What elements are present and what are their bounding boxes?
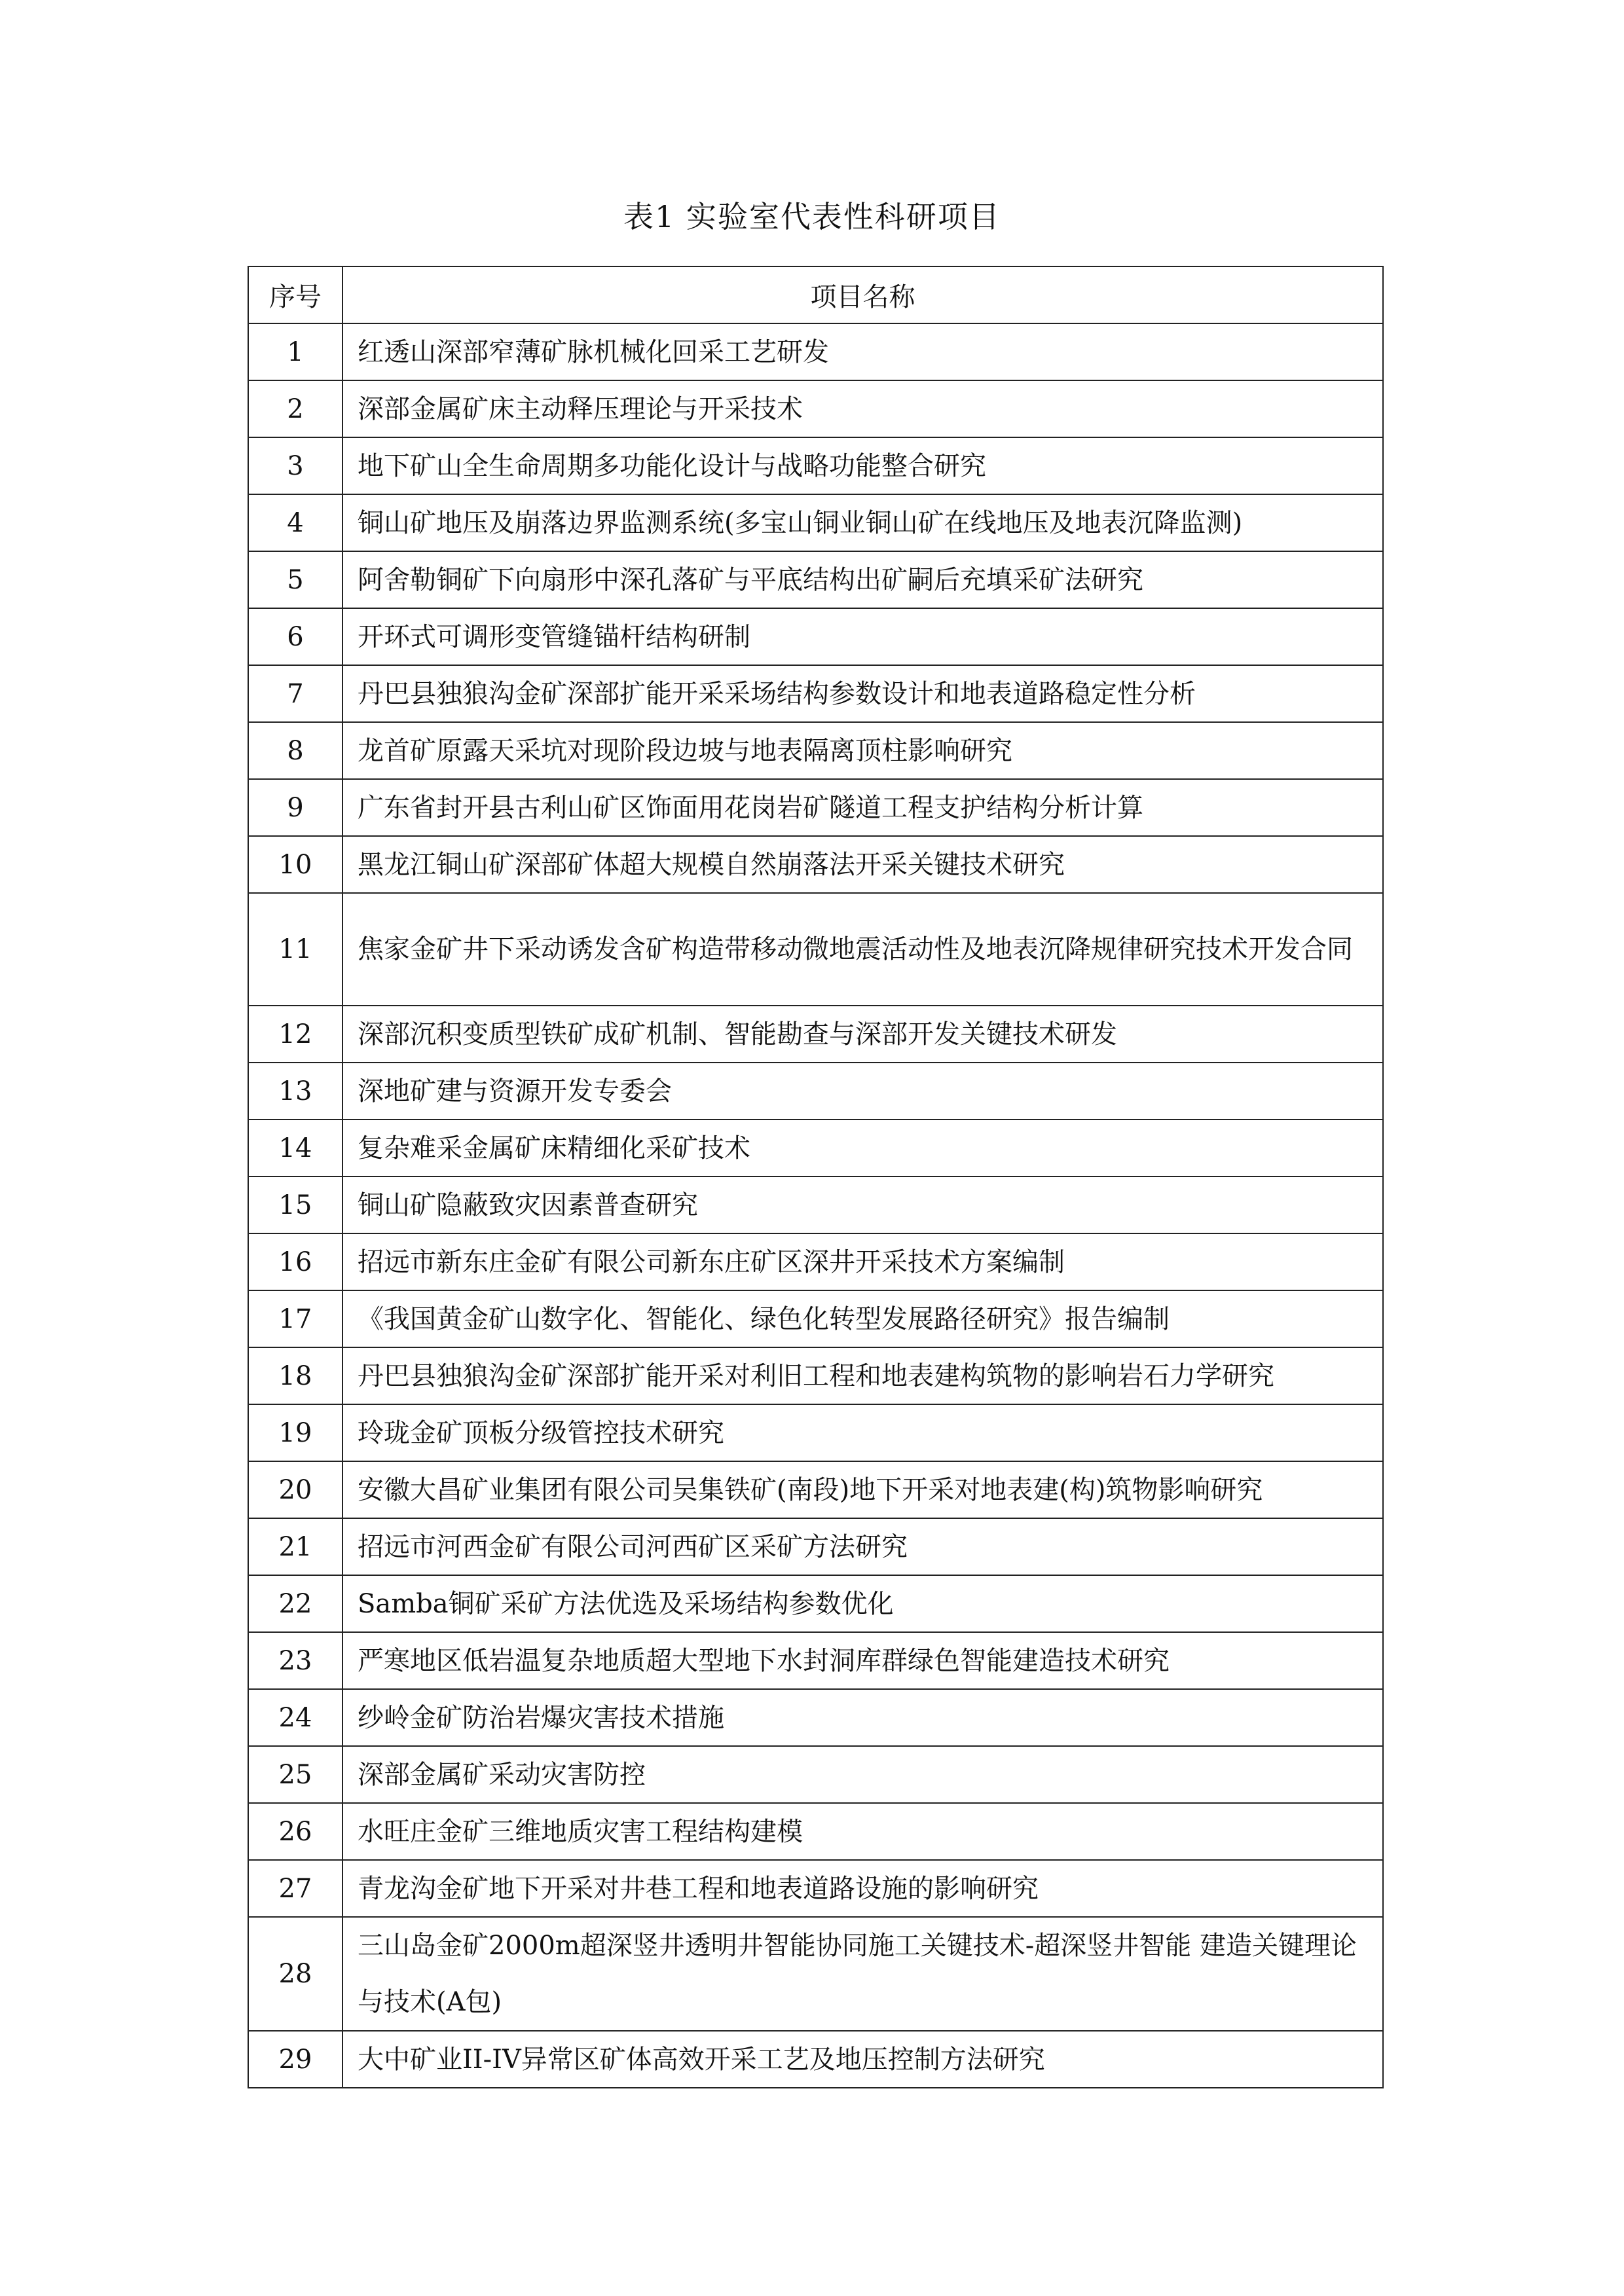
project-name-cell: 广东省封开县古利山矿区饰面用花岗岩矿隧道工程支护结构分析计算 <box>342 779 1383 836</box>
project-name-cell: 阿舍勒铜矿下向扇形中深孔落矿与平底结构出矿嗣后充填采矿法研究 <box>342 551 1383 608</box>
serial-number-cell: 13 <box>248 1063 342 1120</box>
project-name-cell: 严寒地区低岩温复杂地质超大型地下水封洞库群绿色智能建造技术研究 <box>342 1632 1383 1689</box>
table-row <box>248 494 1383 551</box>
table-row <box>248 1176 1383 1233</box>
table-row <box>248 1575 1383 1632</box>
serial-number-cell: 2 <box>248 380 342 437</box>
table-row <box>248 1803 1383 1860</box>
project-name-cell: 招远市河西金矿有限公司河西矿区采矿方法研究 <box>342 1518 1383 1575</box>
project-name-cell: 纱岭金矿防治岩爆灾害技术措施 <box>342 1689 1383 1746</box>
project-name-cell: 黑龙江铜山矿深部矿体超大规模自然崩落法开采关键技术研究 <box>342 836 1383 893</box>
project-name-cell: 焦家金矿井下采动诱发含矿构造带移动微地震活动性及地表沉降规律研究技术开发合同 <box>342 893 1383 1006</box>
serial-number-cell: 14 <box>248 1120 342 1176</box>
serial-number-cell: 3 <box>248 437 342 494</box>
table-row <box>248 1233 1383 1290</box>
serial-number-cell: 25 <box>248 1746 342 1803</box>
table-row <box>248 722 1383 779</box>
table-row <box>248 1860 1383 1917</box>
serial-number-cell: 11 <box>248 893 342 1006</box>
table-row <box>248 1120 1383 1176</box>
serial-number-cell: 20 <box>248 1461 342 1518</box>
serial-number-cell: 16 <box>248 1233 342 1290</box>
project-name-cell: 地下矿山全生命周期多功能化设计与战略功能整合研究 <box>342 437 1383 494</box>
table-row <box>248 1917 1383 2031</box>
serial-number-cell: 24 <box>248 1689 342 1746</box>
project-name-cell: 青龙沟金矿地下开采对井巷工程和地表道路设施的影响研究 <box>342 1860 1383 1917</box>
table-row <box>248 1006 1383 1063</box>
table-row <box>248 1347 1383 1404</box>
serial-number-cell: 15 <box>248 1176 342 1233</box>
project-name-cell: 安徽大昌矿业集团有限公司吴集铁矿(南段)地下开采对地表建(构)筑物影响研究 <box>342 1461 1383 1518</box>
project-name-cell: 深部金属矿采动灾害防控 <box>342 1746 1383 1803</box>
serial-number-cell: 26 <box>248 1803 342 1860</box>
project-name-cell: 丹巴县独狼沟金矿深部扩能开采对利旧工程和地表建构筑物的影响岩石力学研究 <box>342 1347 1383 1404</box>
table-row <box>248 1461 1383 1518</box>
table-row <box>248 1632 1383 1689</box>
serial-number-cell: 22 <box>248 1575 342 1632</box>
project-name-cell: Samba铜矿采矿方法优选及采场结构参数优化 <box>342 1575 1383 1632</box>
serial-number-cell: 6 <box>248 608 342 665</box>
project-table <box>248 266 1384 2088</box>
project-name-cell: 铜山矿隐蔽致灾因素普查研究 <box>342 1176 1383 1233</box>
table-row <box>248 608 1383 665</box>
table-row <box>248 1746 1383 1803</box>
project-name-cell: 深部金属矿床主动释压理论与开采技术 <box>342 380 1383 437</box>
serial-number-cell: 10 <box>248 836 342 893</box>
serial-number-cell: 27 <box>248 1860 342 1917</box>
serial-number-cell: 12 <box>248 1006 342 1063</box>
project-name-cell: 红透山深部窄薄矿脉机械化回采工艺研发 <box>342 323 1383 380</box>
project-name-cell: 铜山矿地压及崩落边界监测系统(多宝山铜业铜山矿在线地压及地表沉降监测) <box>342 494 1383 551</box>
table-row <box>248 836 1383 893</box>
serial-number-cell: 4 <box>248 494 342 551</box>
table-row <box>248 893 1383 1006</box>
project-name-cell: 丹巴县独狼沟金矿深部扩能开采采场结构参数设计和地表道路稳定性分析 <box>342 665 1383 722</box>
serial-number-cell: 9 <box>248 779 342 836</box>
serial-number-cell: 28 <box>248 1917 342 2031</box>
project-name-cell: 《我国黄金矿山数字化、智能化、绿色化转型发展路径研究》报告编制 <box>342 1290 1383 1347</box>
serial-number-cell: 19 <box>248 1404 342 1461</box>
serial-number-cell: 5 <box>248 551 342 608</box>
table-row <box>248 2031 1383 2088</box>
project-name-cell: 大中矿业II-IV异常区矿体高效开采工艺及地压控制方法研究 <box>342 2031 1383 2088</box>
table-row <box>248 1404 1383 1461</box>
serial-number-cell: 18 <box>248 1347 342 1404</box>
serial-number-cell: 7 <box>248 665 342 722</box>
table-header-row <box>248 266 1383 323</box>
project-name-cell: 水旺庄金矿三维地质灾害工程结构建模 <box>342 1803 1383 1860</box>
project-name-cell: 开环式可调形变管缝锚杆结构研制 <box>342 608 1383 665</box>
serial-number-cell: 23 <box>248 1632 342 1689</box>
table-row <box>248 437 1383 494</box>
header-serial-number: 序号 <box>248 266 342 323</box>
project-name-cell: 龙首矿原露天采坑对现阶段边坡与地表隔离顶柱影响研究 <box>342 722 1383 779</box>
table-row <box>248 380 1383 437</box>
header-project-name: 项目名称 <box>342 266 1383 323</box>
table-row <box>248 1290 1383 1347</box>
table-body <box>248 323 1383 2088</box>
table-row <box>248 779 1383 836</box>
table-row <box>248 323 1383 380</box>
serial-number-cell: 21 <box>248 1518 342 1575</box>
project-name-cell: 三山岛金矿2000m超深竖井透明井智能协同施工关键技术-超深竖井智能 建造关键理论与技术(A包) <box>342 1917 1383 2031</box>
project-name-cell: 玲珑金矿顶板分级管控技术研究 <box>342 1404 1383 1461</box>
serial-number-cell: 29 <box>248 2031 342 2088</box>
project-name-cell: 复杂难采金属矿床精细化采矿技术 <box>342 1120 1383 1176</box>
table-row <box>248 1689 1383 1746</box>
table-row <box>248 1063 1383 1120</box>
table-row <box>248 665 1383 722</box>
table-row <box>248 1518 1383 1575</box>
project-name-cell: 招远市新东庄金矿有限公司新东庄矿区深井开采技术方案编制 <box>342 1233 1383 1290</box>
serial-number-cell: 17 <box>248 1290 342 1347</box>
table-row <box>248 551 1383 608</box>
table-title: 表1 实验室代表性科研项目 <box>623 199 1001 234</box>
project-name-cell: 深地矿建与资源开发专委会 <box>342 1063 1383 1120</box>
serial-number-cell: 1 <box>248 323 342 380</box>
serial-number-cell: 8 <box>248 722 342 779</box>
project-name-cell: 深部沉积变质型铁矿成矿机制、智能勘查与深部开发关键技术研发 <box>342 1006 1383 1063</box>
